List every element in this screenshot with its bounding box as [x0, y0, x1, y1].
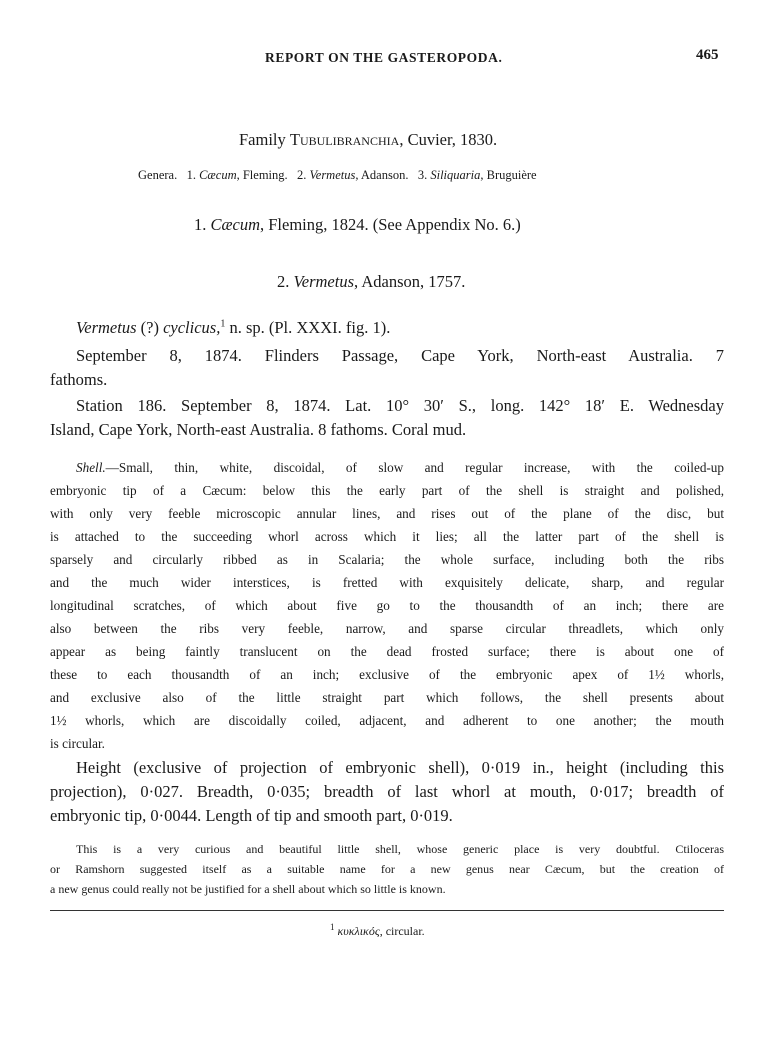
shell-line-11: and exclusive also of the little straight part which follows, the shell presents about [50, 690, 724, 705]
record-2-line-2: Island, Cape York, North-east Australia. 8 fathoms. Coral mud. [50, 420, 467, 439]
remark-line-1: This is a very curious and beautiful little shell, whose generic place is very doubtful. Ctiloceras [76, 842, 724, 856]
shell-line-1: Shell.—Small, thin, white, discoidal, of slow and regular increase, with the coiled-up [76, 460, 724, 475]
shell-line-2: embryonic tip of a Cæcum: below this the early part of the shell is straight and polished, [50, 483, 724, 498]
record-1-line-2: fathoms. [50, 370, 108, 389]
family-name: Tubulibranchia [289, 130, 400, 149]
page-number: 465 [696, 47, 719, 63]
record-1-line-1: September 8, 1874. Flinders Passage, Cape York, North-east Australia. 7 [76, 346, 724, 365]
footnote-rule-left [50, 910, 272, 911]
species-heading: Vermetus (?) cyclicus,$^1$ n. sp. (Pl. XXXI. fig. 1). [76, 318, 391, 337]
shell-line-8: also between the ribs very feeble, narrow, and sparse circular threadlets, which only [50, 621, 724, 636]
shell-line-6: and the much wider interstices, is fretted with exquisitely delicate, sharp, and regular [50, 575, 724, 590]
shell-line-10: these to each thousandth of an inch; exclusive of the embryonic apex of 1½ whorls, [50, 667, 724, 682]
footnote: $^1$ κυκλικός, circular. [330, 922, 425, 938]
shell-line-9: appear as being faintly translucent on the dead frosted surface; there is about one of [50, 644, 724, 659]
shell-line-7: longitudinal scratches, of which about five go to the thousandth of an inch; there are [50, 598, 724, 613]
shell-line-3: with only very feeble microscopic annular lines, and rises out of the plane of the disc, but [50, 506, 724, 521]
footnote-rule-right [272, 910, 724, 911]
shell-line-12: 1½ whorls, which are discoidally coiled, adjacent, and adherent to one another; the mouth [50, 713, 724, 728]
running-header: REPORT ON THE GASTEROPODA. [265, 50, 503, 65]
measure-line-3: embryonic tip, 0·0044. Length of tip and smooth part, 0·019. [50, 806, 453, 825]
shell-line-4: is attached to the succeeding whorl across which it lies; all the latter part of the shell is [50, 529, 724, 544]
family-heading: Family Tubulibranchia, Cuvier, 1830. [239, 130, 498, 149]
remark-line-2: or Ramshorn suggested itself as a suitable name for a new genus near Cæcum, but the creation of [50, 862, 724, 876]
genera-list: Genera. 1. Cæcum, Fleming. 2. Vermetus, Adanson. 3. Siliquaria, Bruguière [138, 168, 537, 182]
genus-caecum-heading: 1. Cæcum, Fleming, 1824. (See Appendix No. 6.) [194, 215, 521, 234]
genus-vermetus-heading: 2. Vermetus, Adanson, 1757. [277, 272, 466, 291]
measure-line-2: projection), 0·027. Breadth, 0·035; breadth of last whorl at mouth, 0·017; breadth of [50, 782, 724, 801]
remark-line-3: a new genus could really not be justified for a shell about which so little is known. [50, 882, 446, 896]
shell-line-13: is circular. [50, 736, 105, 751]
shell-line-5: sparsely and circularly ribbed as in Scalaria; the whole surface, including both the ribs [50, 552, 724, 567]
measure-line-1: Height (exclusive of projection of embryonic shell), 0·019 in., height (including this [76, 758, 724, 777]
record-2-line-1: Station 186. September 8, 1874. Lat. 10° 30′ S., long. 142° 18′ E. Wednesday [76, 396, 724, 415]
